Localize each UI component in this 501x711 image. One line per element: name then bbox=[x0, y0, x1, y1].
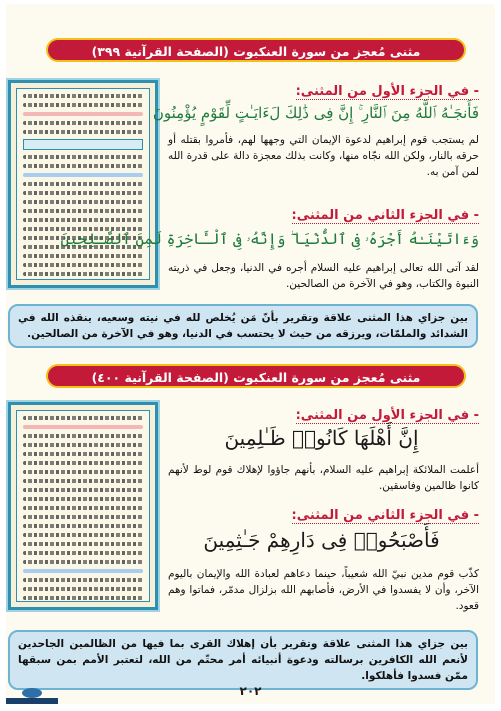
section1-part2-label: - في الجزء الثاني من المثنى: bbox=[291, 208, 479, 223]
section1-part1-label: - في الجزء الأول من المثنى: bbox=[295, 84, 479, 99]
section1-part2-verse: وَءَاتَيْنَـٰهُ أَجْرَهُۥ فِى ٱلدُّنْيَا ۖ وَإِنَّهُۥ فِى ٱلْـَٔاخِرَةِ لَمِنَ ٱلصَّـٰلِحِينَ bbox=[60, 230, 479, 248]
page-number: ٢٠٢ bbox=[239, 684, 262, 698]
section1-banner: مثنى مُعجز من سورة العنكبوت (الصفحة القرآنية ٣٩٩) bbox=[46, 38, 466, 62]
section1-part1-verse: فَأَنجَـٰهُ ٱللَّهُ مِنَ ٱلنَّارِ ۚ إِنَّ فِى ذَٰلِكَ لَءَايَـٰتٍ لِّقَوْمٍ يُؤْمِنُونَ bbox=[152, 104, 479, 122]
section2-part2-verse: فَأَصْبَحُوا۟ فِى دَارِهِمْ جَـٰثِمِينَ bbox=[203, 528, 440, 552]
section1-mushaf-page-image bbox=[8, 80, 158, 288]
section2-part1-text: أعلمت الملائكة إبراهيم عليه السلام، بأنهم جاؤوا لإهلاك قوم لوط لأنهم كانوا ظالمين وفاسقين. bbox=[168, 464, 479, 492]
section2-part2-label: - في الجزء الثاني من المثنى: bbox=[291, 508, 479, 523]
section2-summary: بين جزاي هذا المثنى علاقة وتقرير بأن إهلاك القرى بما فيها من الظالمين الجاحدين لأنعم الله الكافرين برسالته ودعوة أنبيائه أمر محتّم من الله، لتعتبر الأمم بمن سبقها ممّن فسدوا فأهلكوا. bbox=[8, 630, 478, 690]
section1-part1-text: لم يستجب قوم إبراهيم لدعوة الإيمان التي وجهها لهم، فأمروا بقتله أو حرقه بالنار، ولكن الله نجّاه منها، وكانت بذلك معجزة دالة على قدرة الله لمن آمن به. bbox=[168, 134, 479, 178]
section1-part2-text: لقد آتى الله تعالى إبراهيم عليه السلام أجره في الدنيا، وجعل في ذريته النبوة والكتاب، وهو في الآخرة من الصالحين. bbox=[168, 262, 479, 290]
section2-part2-text: كذّب قوم مدين نبيّ الله شعيباً، حينما دعاهم لعبادة الله والإيمان باليوم الآخر، وأن لا يفسدوا في الأرض، فأصابهم الله بزلزال مدمّر، فماتوا وهم قعود. bbox=[168, 568, 479, 612]
section2-mushaf-page-image bbox=[8, 402, 158, 610]
section1-summary: بين جزاي هذا المثنى علاقة وتقرير بأنّ مَن يُخلص لله في نيته وسعيه، ينقذه الله في الشدائد والملمّات، ويرزقه من حيث لا يحتسب في الدنيا، وهو في الآخرة من الصالحين. bbox=[8, 304, 478, 348]
section2-banner: مثنى مُعجز من سورة العنكبوت (الصفحة القرآنية ٤٠٠) bbox=[46, 364, 466, 388]
section2-part1-label: - في الجزء الأول من المثنى: bbox=[295, 408, 479, 423]
page bbox=[6, 4, 495, 704]
arab-history-logo-icon bbox=[6, 687, 58, 705]
section2-part1-verse: إِنَّ أَهْلَهَا كَانُوا۟ ظَـٰلِمِينَ bbox=[224, 426, 419, 450]
